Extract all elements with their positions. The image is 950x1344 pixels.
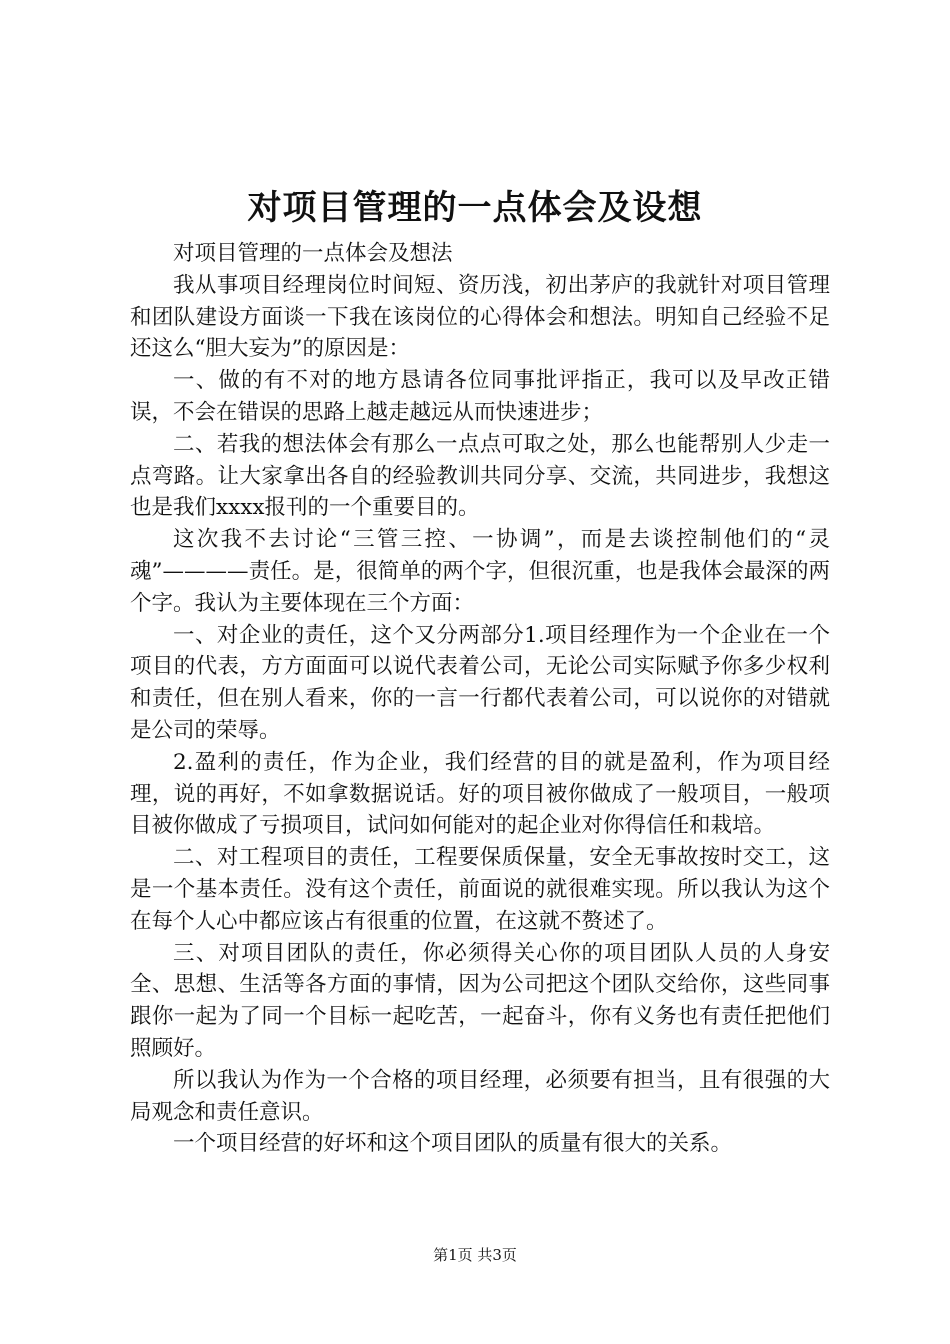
paragraph-team-responsibility: 三、对项目团队的责任，你必须得关心你的项目团队人员的人身安全、思想、生活等各方面的事情，因为公司把这个团队交给你，这些同事跟你一起为了同一个目标一起吃苦，一起奋斗，你有义务也有责任把他们照顾好。 <box>130 940 830 1061</box>
paragraph-profit-responsibility: 2.盈利的责任，作为企业，我们经营的目的就是盈利，作为项目经理，说的再好，不如拿数据说话。好的项目被你做成了一般项目，一般项目被你做成了亏损项目，试问如何能对的起企业对你得信任和栽培。 <box>130 749 830 839</box>
paragraph-team-quality: 一个项目经营的好坏和这个项目团队的质量有很大的关系。 <box>173 1131 733 1157</box>
document-body <box>130 238 830 1160</box>
paragraph-intro: 我从事项目经理岗位时间短、资历浅，初出茅庐的我就针对项目管理和团队建设方面谈一下我在该岗位的心得体会和想法。明知自己经验不足还这么“胆大妄为”的原因是： <box>130 272 830 362</box>
paragraph-enterprise-responsibility: 一、对企业的责任，这个又分两部分1.项目经理作为一个企业在一个项目的代表，方方面面可以说代表着公司，无论公司实际赋予你多少权利和责任，但在别人看来，你的一言一行都代表着公司，可以说你的对错就是公司的荣辱。 <box>130 622 830 743</box>
paragraph-project-responsibility: 二、对工程项目的责任，工程要保质保量，安全无事故按时交工，这是一个基本责任。没有这个责任，前面说的就很难实现。所以我认为这个在每个人心中都应该占有很重的位置，在这就不赘述了。 <box>130 845 830 934</box>
paragraph-responsibility: 这次我不去讨论“三管三控、一协调”，而是去谈控制他们的“灵魂”————责任。是，很简单的两个字，但很沉重，也是我体会最深的两个字。我认为主要体现在三个方面： <box>130 527 830 616</box>
paragraph-subtitle: 对项目管理的一点体会及想法 <box>173 241 453 266</box>
paragraph-reason-2: 二、若我的想法体会有那么一点点可取之处，那么也能帮别人少走一点弯路。让大家拿出各自的经验教训共同分享、交流，共同进步，我想这也是我们xxxx报刊的一个重要目的。 <box>130 431 830 521</box>
page-footer: 第1页 共3页 <box>433 1246 517 1264</box>
paragraph-conclusion: 所以我认为作为一个合格的项目经理，必须要有担当，且有很强的大局观念和责任意识。 <box>130 1067 830 1125</box>
document-title: 对项目管理的一点体会及设想 <box>247 188 703 228</box>
paragraph-reason-1: 一、做的有不对的地方恳请各位同事批评指正，我可以及早改正错误，不会在错误的思路上越走越远从而快速进步； <box>130 368 830 425</box>
